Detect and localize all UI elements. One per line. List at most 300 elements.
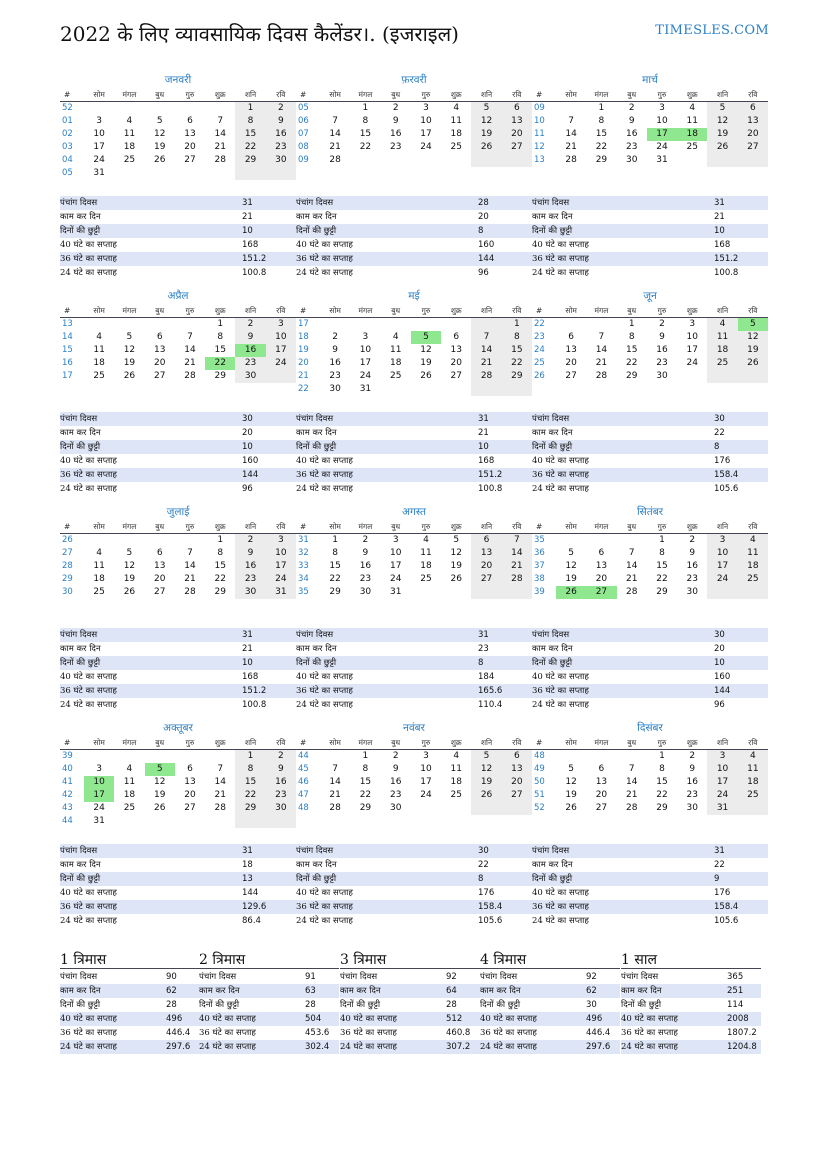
day-cell[interactable]: 29 <box>625 371 638 381</box>
day-cell[interactable]: 25 <box>93 587 105 597</box>
day-cell[interactable]: 8 <box>659 548 665 558</box>
day-cell[interactable]: 28 <box>214 803 226 813</box>
day-cell[interactable]: 3 <box>659 103 665 113</box>
day-cell[interactable]: 8 <box>502 331 532 344</box>
day-cell[interactable]: 31 <box>389 587 402 597</box>
day-cell[interactable]: 14 <box>329 129 341 139</box>
day-cell[interactable]: 5 <box>411 331 441 344</box>
day-cell[interactable]: 20 <box>565 358 577 368</box>
day-cell[interactable]: 9 <box>266 763 296 776</box>
day-cell[interactable]: 9 <box>235 331 265 344</box>
day-cell[interactable]: 23 <box>389 790 402 800</box>
day-cell[interactable]: 17 <box>266 560 296 573</box>
day-cell[interactable]: 24 <box>93 803 105 813</box>
day-cell[interactable]: 5 <box>738 318 768 332</box>
day-cell[interactable]: 9 <box>332 345 338 355</box>
day-cell[interactable]: 12 <box>153 129 166 139</box>
day-cell[interactable]: 28 <box>329 155 341 165</box>
day-cell[interactable]: 1 <box>628 319 635 329</box>
day-cell[interactable]: 13 <box>738 115 768 128</box>
day-cell[interactable]: 15 <box>214 561 226 571</box>
day-cell[interactable]: 25 <box>93 371 105 381</box>
day-cell[interactable]: 7 <box>628 548 635 558</box>
day-cell[interactable]: 7 <box>187 332 193 342</box>
day-cell[interactable]: 23 <box>266 789 296 802</box>
day-cell[interactable]: 2 <box>362 535 369 545</box>
day-cell[interactable]: 25 <box>707 357 737 370</box>
day-cell[interactable]: 16 <box>266 128 296 141</box>
day-cell[interactable]: 3 <box>362 332 369 342</box>
day-cell[interactable]: 19 <box>738 344 768 357</box>
day-cell[interactable]: 29 <box>329 587 341 597</box>
day-cell[interactable]: 19 <box>153 790 166 800</box>
day-cell[interactable]: 1 <box>332 535 338 545</box>
day-cell[interactable]: 21 <box>329 790 341 800</box>
day-cell[interactable]: 25 <box>123 155 136 165</box>
day-cell[interactable]: 15 <box>235 128 265 141</box>
day-cell[interactable]: 13 <box>595 561 608 571</box>
day-cell[interactable]: 10 <box>420 116 432 126</box>
day-cell[interactable]: 8 <box>362 116 369 126</box>
day-cell[interactable]: 30 <box>266 802 296 815</box>
day-cell[interactable]: 20 <box>184 142 196 152</box>
day-cell[interactable]: 23 <box>359 574 372 584</box>
day-cell[interactable]: 9 <box>266 115 296 128</box>
day-cell[interactable]: 11 <box>707 331 737 344</box>
day-cell[interactable]: 6 <box>156 332 163 342</box>
day-cell[interactable]: 30 <box>686 587 698 597</box>
day-cell[interactable]: 13 <box>471 547 501 560</box>
day-cell[interactable]: 6 <box>502 102 532 116</box>
day-cell[interactable]: 17 <box>93 142 105 152</box>
day-cell[interactable]: 20 <box>595 790 608 800</box>
day-cell[interactable]: 28 <box>625 803 638 813</box>
day-cell[interactable]: 7 <box>628 764 635 774</box>
day-cell[interactable]: 29 <box>595 155 608 165</box>
day-cell[interactable]: 18 <box>93 358 105 368</box>
day-cell[interactable]: 17 <box>359 358 372 368</box>
day-cell[interactable]: 7 <box>332 116 338 126</box>
day-cell[interactable]: 16 <box>686 561 698 571</box>
day-cell[interactable]: 13 <box>184 777 196 787</box>
day-cell[interactable]: 20 <box>502 128 532 141</box>
day-cell[interactable]: 23 <box>625 142 638 152</box>
day-cell[interactable]: 28 <box>471 370 501 383</box>
day-cell[interactable]: 15 <box>625 345 638 355</box>
day-cell[interactable]: 18 <box>389 358 402 368</box>
day-cell[interactable]: 31 <box>707 802 737 815</box>
day-cell[interactable]: 12 <box>123 345 136 355</box>
day-cell[interactable]: 28 <box>184 587 196 597</box>
day-cell[interactable]: 5 <box>126 548 133 558</box>
day-cell[interactable]: 18 <box>677 128 707 141</box>
day-cell[interactable]: 14 <box>214 129 226 139</box>
day-cell[interactable]: 21 <box>565 142 577 152</box>
day-cell[interactable]: 18 <box>93 574 105 584</box>
day-cell[interactable]: 17 <box>707 776 737 789</box>
day-cell[interactable]: 1 <box>598 103 605 113</box>
day-cell[interactable]: 13 <box>184 129 196 139</box>
day-cell[interactable]: 6 <box>187 764 193 774</box>
day-cell[interactable]: 27 <box>450 371 462 381</box>
day-cell[interactable]: 9 <box>689 548 696 558</box>
day-cell[interactable]: 17 <box>707 560 737 573</box>
day-cell[interactable]: 19 <box>565 574 577 584</box>
day-cell[interactable]: 22 <box>359 142 372 152</box>
day-cell[interactable]: 24 <box>266 357 296 370</box>
day-cell[interactable]: 23 <box>266 141 296 154</box>
day-cell[interactable]: 27 <box>595 803 608 813</box>
day-cell[interactable]: 19 <box>450 561 462 571</box>
day-cell[interactable]: 13 <box>595 777 608 787</box>
day-cell[interactable]: 16 <box>686 777 698 787</box>
day-cell[interactable]: 29 <box>656 587 668 597</box>
day-cell[interactable]: 26 <box>565 803 577 813</box>
day-cell[interactable]: 16 <box>656 345 668 355</box>
day-cell[interactable]: 13 <box>450 345 462 355</box>
day-cell[interactable]: 6 <box>598 764 605 774</box>
day-cell[interactable]: 14 <box>184 345 196 355</box>
day-cell[interactable]: 24 <box>389 574 402 584</box>
day-cell[interactable]: 3 <box>423 103 429 113</box>
day-cell[interactable]: 4 <box>738 750 768 764</box>
day-cell[interactable]: 18 <box>123 142 136 152</box>
day-cell[interactable]: 11 <box>686 116 698 126</box>
day-cell[interactable]: 6 <box>598 548 605 558</box>
day-cell[interactable]: 4 <box>126 116 133 126</box>
day-cell[interactable]: 13 <box>502 763 532 776</box>
day-cell[interactable]: 7 <box>332 764 338 774</box>
day-cell[interactable]: 16 <box>359 561 372 571</box>
day-cell[interactable]: 30 <box>329 384 341 394</box>
day-cell[interactable]: 23 <box>329 371 341 381</box>
day-cell[interactable]: 9 <box>362 548 369 558</box>
day-cell[interactable]: 8 <box>362 764 369 774</box>
day-cell[interactable]: 3 <box>689 319 696 329</box>
day-cell[interactable]: 8 <box>659 764 665 774</box>
day-cell[interactable]: 19 <box>471 128 501 141</box>
day-cell[interactable]: 10 <box>359 345 372 355</box>
day-cell[interactable]: 29 <box>235 802 265 815</box>
day-cell[interactable]: 21 <box>214 142 226 152</box>
day-cell[interactable]: 27 <box>471 573 501 586</box>
day-cell[interactable]: 8 <box>628 332 635 342</box>
day-cell[interactable]: 31 <box>93 168 105 178</box>
day-cell[interactable]: 5 <box>568 764 574 774</box>
day-cell[interactable]: 3 <box>423 751 429 761</box>
day-cell[interactable]: 1 <box>217 535 224 545</box>
day-cell[interactable]: 24 <box>707 789 737 802</box>
day-cell[interactable]: 2 <box>235 534 265 548</box>
day-cell[interactable]: 30 <box>389 803 402 813</box>
day-cell[interactable]: 11 <box>123 777 136 787</box>
day-cell[interactable]: 28 <box>595 371 608 381</box>
day-cell[interactable]: 27 <box>153 371 166 381</box>
day-cell[interactable]: 30 <box>359 587 372 597</box>
day-cell[interactable]: 20 <box>450 358 462 368</box>
day-cell[interactable]: 1 <box>502 318 532 332</box>
day-cell[interactable]: 14 <box>625 561 638 571</box>
day-cell[interactable]: 31 <box>266 586 296 599</box>
day-cell[interactable]: 14 <box>214 777 226 787</box>
day-cell[interactable]: 23 <box>235 357 265 370</box>
day-cell[interactable]: 1 <box>659 535 665 545</box>
day-cell[interactable]: 23 <box>235 573 265 586</box>
day-cell[interactable]: 19 <box>123 358 136 368</box>
day-cell[interactable]: 31 <box>359 384 372 394</box>
day-cell[interactable]: 2 <box>689 535 696 545</box>
day-cell[interactable]: 3 <box>392 535 399 545</box>
day-cell[interactable]: 22 <box>329 574 341 584</box>
day-cell[interactable]: 24 <box>656 142 668 152</box>
day-cell[interactable]: 21 <box>595 358 608 368</box>
day-cell[interactable]: 10 <box>389 548 402 558</box>
day-cell[interactable]: 6 <box>187 116 193 126</box>
day-cell[interactable]: 12 <box>707 115 737 128</box>
day-cell[interactable]: 21 <box>184 358 196 368</box>
day-cell[interactable]: 26 <box>471 141 501 154</box>
day-cell[interactable]: 18 <box>738 560 768 573</box>
day-cell[interactable]: 14 <box>184 561 196 571</box>
day-cell[interactable]: 17 <box>389 561 402 571</box>
day-cell[interactable]: 26 <box>556 586 586 599</box>
day-cell[interactable]: 8 <box>235 763 265 776</box>
day-cell[interactable]: 19 <box>707 128 737 141</box>
day-cell[interactable]: 9 <box>689 764 696 774</box>
day-cell[interactable]: 2 <box>659 319 665 329</box>
day-cell[interactable]: 7 <box>217 764 224 774</box>
day-cell[interactable]: 18 <box>420 561 432 571</box>
day-cell[interactable]: 19 <box>153 142 166 152</box>
day-cell[interactable]: 22 <box>235 789 265 802</box>
day-cell[interactable]: 2 <box>332 332 338 342</box>
day-cell[interactable]: 27 <box>565 371 577 381</box>
day-cell[interactable]: 5 <box>568 548 574 558</box>
day-cell[interactable]: 11 <box>738 547 768 560</box>
day-cell[interactable]: 4 <box>453 751 460 761</box>
day-cell[interactable]: 22 <box>502 357 532 370</box>
day-cell[interactable]: 21 <box>214 790 226 800</box>
day-cell[interactable]: 25 <box>686 142 698 152</box>
day-cell[interactable]: 25 <box>450 790 462 800</box>
day-cell[interactable]: 30 <box>656 371 668 381</box>
day-cell[interactable]: 22 <box>359 790 372 800</box>
day-cell[interactable]: 7 <box>502 534 532 548</box>
day-cell[interactable]: 7 <box>217 116 224 126</box>
day-cell[interactable]: 27 <box>502 789 532 802</box>
day-cell[interactable]: 11 <box>389 345 402 355</box>
day-cell[interactable]: 6 <box>738 102 768 116</box>
day-cell[interactable]: 16 <box>329 358 341 368</box>
day-cell[interactable]: 2 <box>628 103 635 113</box>
day-cell[interactable]: 9 <box>235 547 265 560</box>
day-cell[interactable]: 11 <box>93 561 105 571</box>
day-cell[interactable]: 2 <box>392 103 399 113</box>
day-cell[interactable]: 22 <box>595 142 608 152</box>
day-cell[interactable]: 26 <box>738 357 768 370</box>
day-cell[interactable]: 18 <box>123 790 136 800</box>
day-cell[interactable]: 26 <box>420 371 432 381</box>
day-cell[interactable]: 24 <box>266 573 296 586</box>
day-cell[interactable]: 14 <box>502 547 532 560</box>
day-cell[interactable]: 15 <box>359 129 372 139</box>
day-cell[interactable]: 27 <box>738 141 768 154</box>
day-cell[interactable]: 26 <box>153 155 166 165</box>
day-cell[interactable]: 28 <box>184 371 196 381</box>
day-cell[interactable]: 4 <box>707 318 737 332</box>
day-cell[interactable]: 8 <box>235 115 265 128</box>
day-cell[interactable]: 17 <box>84 789 114 802</box>
day-cell[interactable]: 2 <box>689 751 696 761</box>
day-cell[interactable]: 12 <box>123 561 136 571</box>
day-cell[interactable]: 2 <box>235 318 265 332</box>
day-cell[interactable]: 29 <box>359 803 372 813</box>
day-cell[interactable]: 27 <box>586 586 616 599</box>
day-cell[interactable]: 22 <box>235 141 265 154</box>
day-cell[interactable]: 13 <box>502 115 532 128</box>
day-cell[interactable]: 26 <box>123 371 136 381</box>
day-cell[interactable]: 17 <box>266 344 296 357</box>
day-cell[interactable]: 15 <box>214 345 226 355</box>
day-cell[interactable]: 22 <box>656 574 668 584</box>
day-cell[interactable]: 7 <box>598 332 605 342</box>
day-cell[interactable]: 21 <box>625 574 638 584</box>
day-cell[interactable]: 26 <box>707 141 737 154</box>
day-cell[interactable]: 26 <box>450 574 462 584</box>
day-cell[interactable]: 18 <box>450 129 462 139</box>
day-cell[interactable]: 7 <box>187 548 193 558</box>
day-cell[interactable]: 23 <box>656 358 668 368</box>
day-cell[interactable]: 4 <box>423 535 429 545</box>
day-cell[interactable]: 3 <box>266 318 296 332</box>
day-cell[interactable]: 5 <box>453 535 460 545</box>
day-cell[interactable]: 29 <box>214 587 226 597</box>
day-cell[interactable]: 17 <box>686 345 698 355</box>
brand-link[interactable]: TIMESLES.COM <box>655 23 769 38</box>
day-cell[interactable]: 28 <box>625 587 638 597</box>
day-cell[interactable]: 30 <box>235 370 265 383</box>
day-cell[interactable]: 20 <box>471 560 501 573</box>
day-cell[interactable]: 31 <box>93 816 105 826</box>
day-cell[interactable]: 31 <box>656 155 668 165</box>
day-cell[interactable]: 28 <box>329 803 341 813</box>
day-cell[interactable]: 13 <box>153 561 166 571</box>
day-cell[interactable]: 3 <box>707 750 737 764</box>
day-cell[interactable]: 19 <box>123 574 136 584</box>
day-cell[interactable]: 1 <box>659 751 665 761</box>
day-cell[interactable]: 6 <box>471 534 501 548</box>
day-cell[interactable]: 11 <box>93 345 105 355</box>
day-cell[interactable]: 25 <box>738 573 768 586</box>
day-cell[interactable]: 10 <box>266 331 296 344</box>
day-cell[interactable]: 15 <box>595 129 608 139</box>
day-cell[interactable]: 25 <box>123 803 136 813</box>
day-cell[interactable]: 4 <box>96 332 102 342</box>
day-cell[interactable]: 22 <box>625 358 638 368</box>
day-cell[interactable]: 20 <box>153 574 166 584</box>
day-cell[interactable]: 30 <box>266 154 296 167</box>
day-cell[interactable]: 9 <box>628 116 635 126</box>
day-cell[interactable]: 19 <box>565 790 577 800</box>
day-cell[interactable]: 7 <box>471 331 501 344</box>
day-cell[interactable]: 10 <box>707 763 737 776</box>
day-cell[interactable]: 11 <box>738 763 768 776</box>
day-cell[interactable]: 8 <box>332 548 338 558</box>
day-cell[interactable]: 1 <box>362 751 369 761</box>
day-cell[interactable]: 18 <box>450 777 462 787</box>
day-cell[interactable]: 25 <box>738 789 768 802</box>
day-cell[interactable]: 4 <box>96 548 102 558</box>
day-cell[interactable]: 1 <box>217 319 224 329</box>
day-cell[interactable]: 3 <box>96 116 102 126</box>
day-cell[interactable]: 12 <box>738 331 768 344</box>
day-cell[interactable]: 19 <box>420 358 432 368</box>
day-cell[interactable]: 1 <box>235 102 265 116</box>
day-cell[interactable]: 13 <box>565 345 577 355</box>
day-cell[interactable]: 20 <box>184 790 196 800</box>
day-cell[interactable]: 27 <box>184 155 196 165</box>
day-cell[interactable]: 10 <box>93 129 105 139</box>
day-cell[interactable]: 16 <box>389 129 402 139</box>
day-cell[interactable]: 10 <box>266 547 296 560</box>
day-cell[interactable]: 9 <box>392 764 399 774</box>
day-cell[interactable]: 19 <box>471 776 501 789</box>
day-cell[interactable]: 26 <box>123 587 136 597</box>
day-cell[interactable]: 16 <box>235 344 265 357</box>
day-cell[interactable]: 4 <box>738 534 768 548</box>
day-cell[interactable]: 17 <box>420 777 432 787</box>
day-cell[interactable]: 10 <box>420 764 432 774</box>
day-cell[interactable]: 23 <box>686 574 698 584</box>
day-cell[interactable]: 20 <box>502 776 532 789</box>
day-cell[interactable]: 4 <box>392 332 399 342</box>
day-cell[interactable]: 17 <box>420 129 432 139</box>
day-cell[interactable]: 28 <box>214 155 226 165</box>
day-cell[interactable]: 5 <box>126 332 133 342</box>
day-cell[interactable]: 13 <box>153 345 166 355</box>
day-cell[interactable]: 11 <box>450 764 462 774</box>
day-cell[interactable]: 22 <box>205 357 235 370</box>
day-cell[interactable]: 12 <box>450 548 462 558</box>
day-cell[interactable]: 20 <box>738 128 768 141</box>
day-cell[interactable]: 21 <box>502 560 532 573</box>
day-cell[interactable]: 6 <box>568 332 574 342</box>
day-cell[interactable]: 4 <box>453 103 460 113</box>
day-cell[interactable]: 21 <box>471 357 501 370</box>
day-cell[interactable]: 15 <box>235 776 265 789</box>
day-cell[interactable]: 12 <box>565 561 577 571</box>
day-cell[interactable]: 27 <box>153 587 166 597</box>
day-cell[interactable]: 26 <box>153 803 166 813</box>
day-cell[interactable]: 12 <box>471 763 501 776</box>
day-cell[interactable]: 5 <box>471 750 501 764</box>
day-cell[interactable]: 15 <box>502 344 532 357</box>
day-cell[interactable]: 30 <box>235 586 265 599</box>
day-cell[interactable]: 1 <box>235 750 265 764</box>
day-cell[interactable]: 29 <box>235 154 265 167</box>
day-cell[interactable]: 14 <box>565 129 577 139</box>
day-cell[interactable]: 10 <box>707 547 737 560</box>
day-cell[interactable]: 11 <box>123 129 136 139</box>
day-cell[interactable]: 8 <box>217 548 224 558</box>
day-cell[interactable]: 21 <box>625 790 638 800</box>
day-cell[interactable]: 3 <box>96 764 102 774</box>
day-cell[interactable]: 6 <box>453 332 460 342</box>
day-cell[interactable]: 12 <box>420 345 432 355</box>
day-cell[interactable]: 24 <box>359 371 372 381</box>
day-cell[interactable]: 20 <box>153 358 166 368</box>
day-cell[interactable]: 22 <box>214 574 226 584</box>
